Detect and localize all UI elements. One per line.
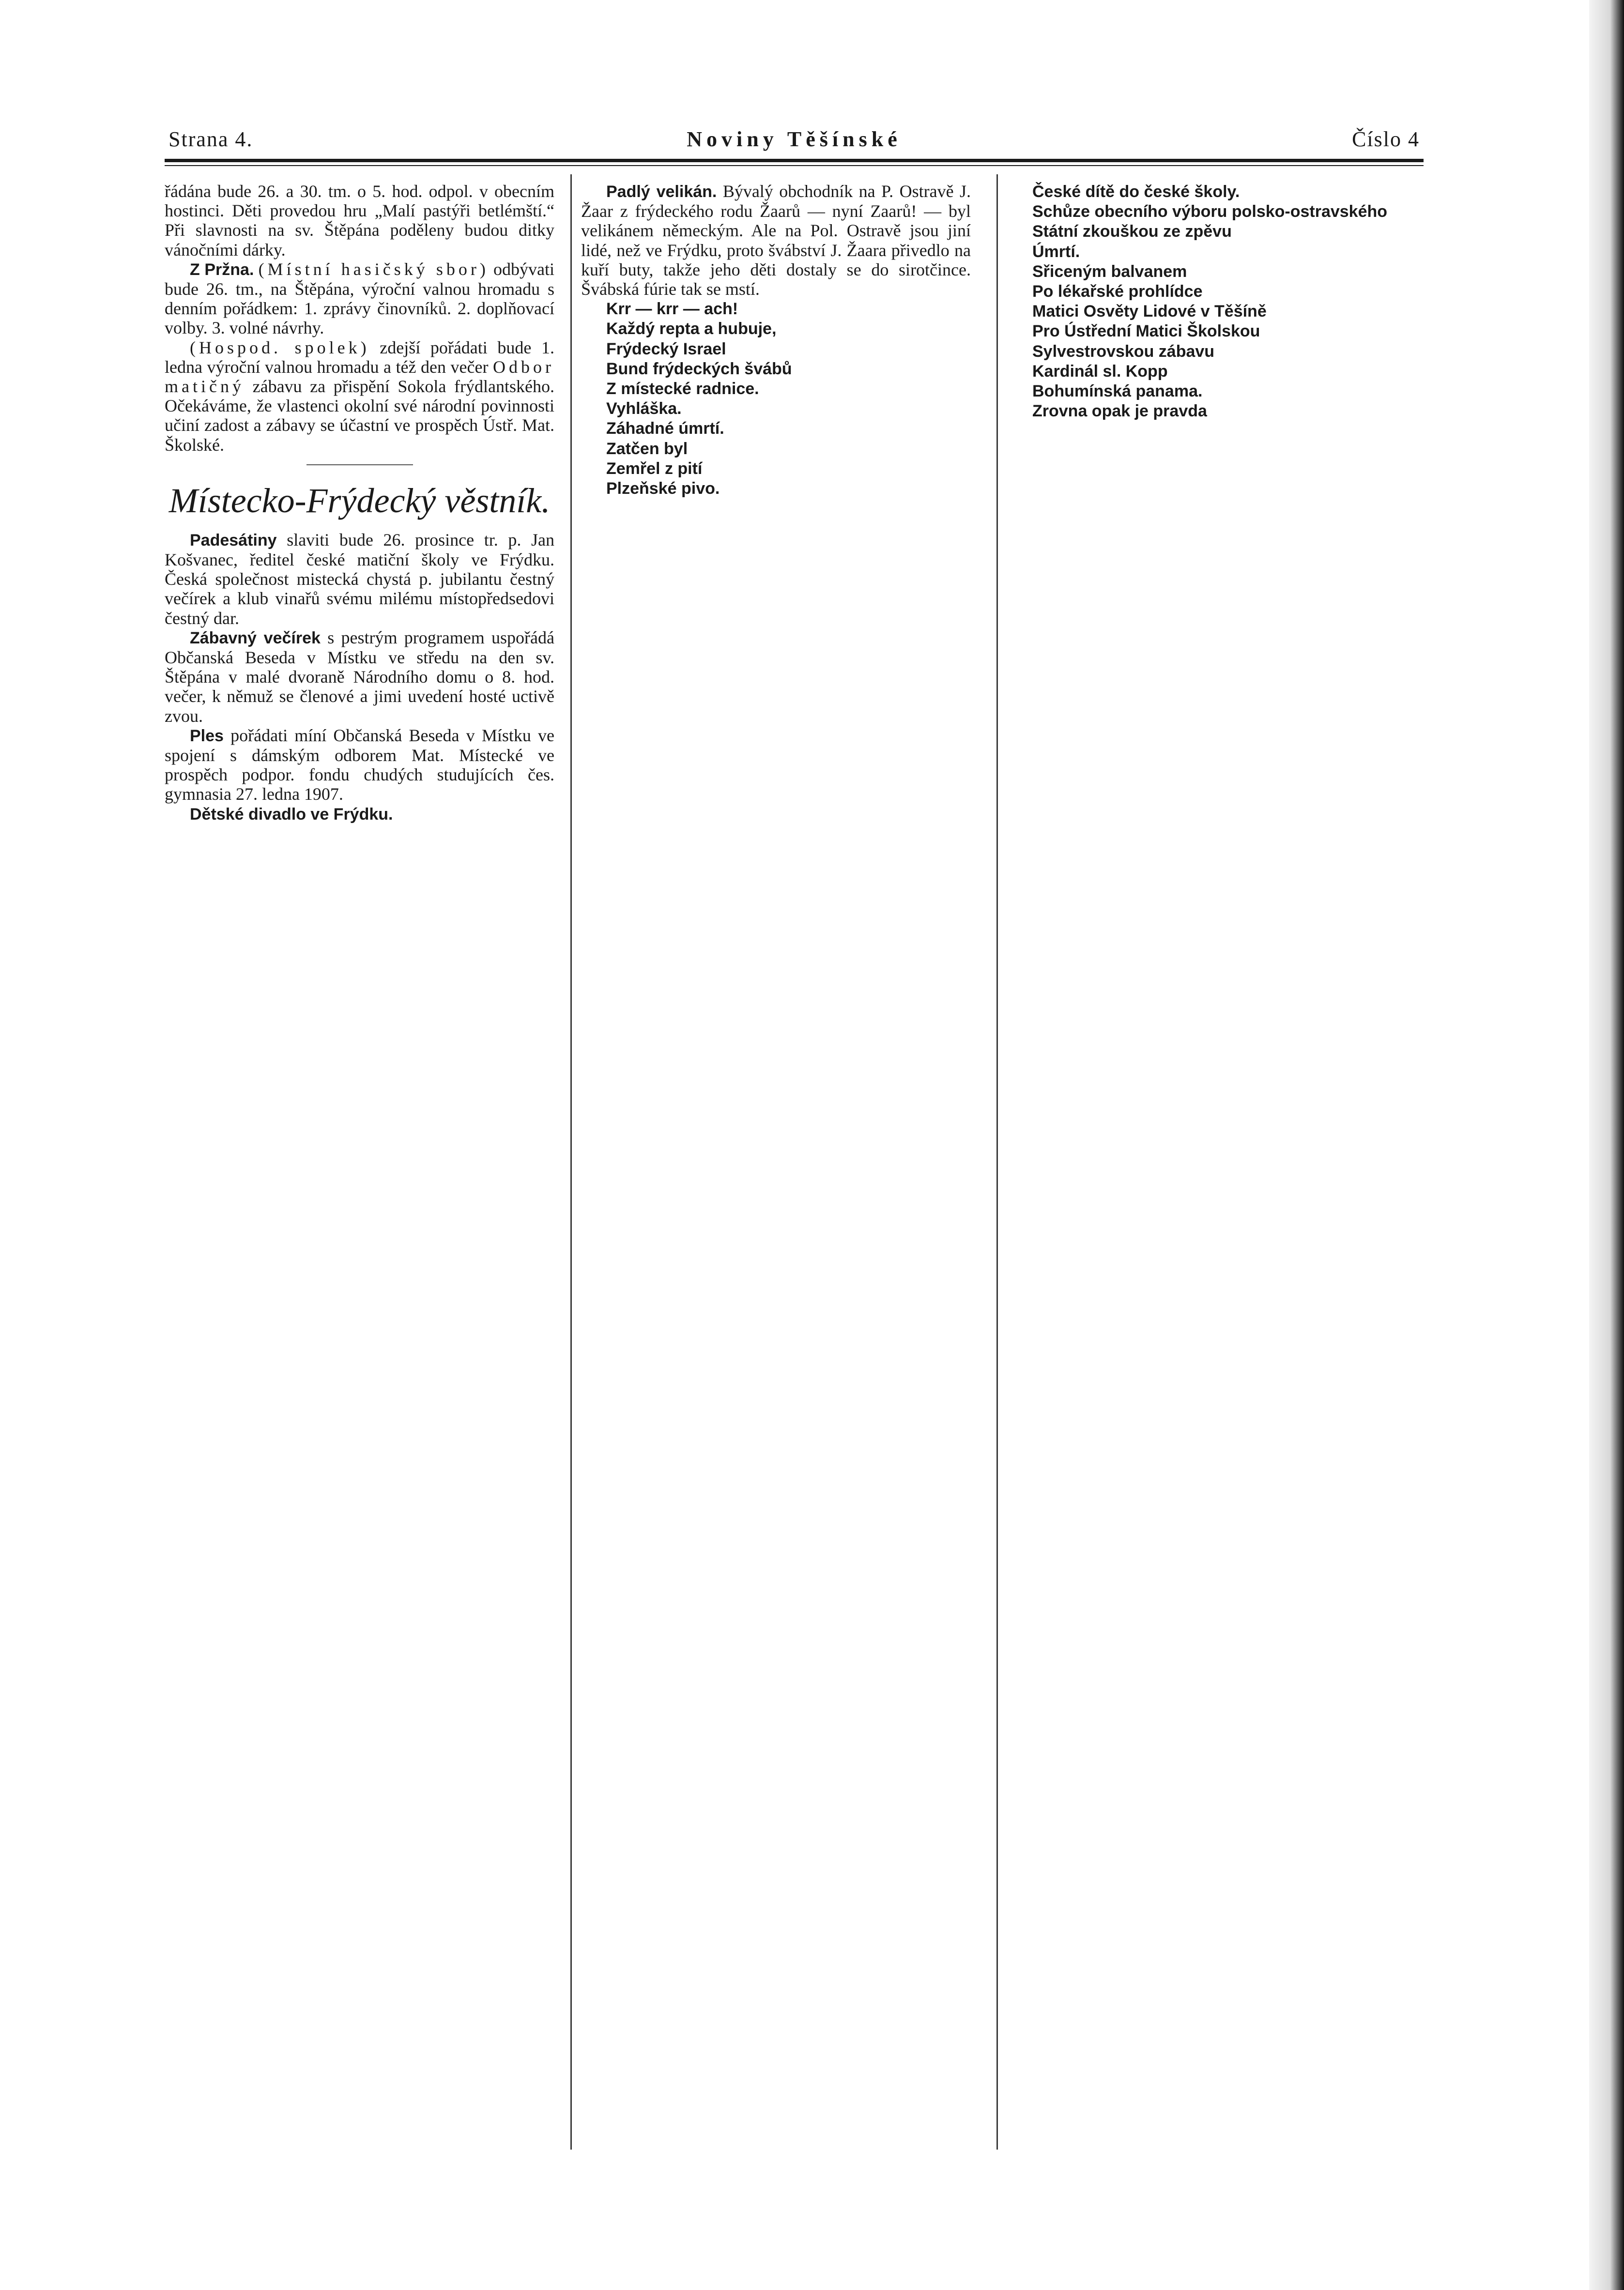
article-paragraph: Dětské divadlo ve Frýdku. [190,805,393,824]
issue-number: Číslo 4 [1352,127,1420,151]
article-paragraph: Pro Ústřední Matici Školskou [1032,322,1260,341]
column-divider [570,174,572,2150]
article-paragraph: Bund frýdeckých švábů [606,359,792,378]
article-paragraph: Bohumínská panama. [1032,382,1203,401]
article-paragraph: Každý repta a hubuje, [606,320,777,338]
header-rule [165,159,1424,162]
column-divider [996,174,998,2150]
page-header [165,127,1424,156]
page-number: Strana 4. [169,127,253,151]
article-paragraph: Zrovna opak je pravda [1032,402,1207,421]
article-paragraph: řádána bude 26. a 30. tm. o 5. hod. odpol. v obecním hostinci. Děti provedou hru „Malí pastýři betlémští.“ Při slavnosti na sv. Štěpána poděleny budou ditky vánočními dárky. [165,182,554,260]
article-paragraph: Sřiceným balvanem [1032,262,1187,281]
article-paragraph: Vyhláška. [606,399,682,418]
article-column-1 [165,182,554,2157]
scan-page-edge [1589,0,1624,2290]
article-paragraph: Padesátiny slaviti bude 26. prosince tr. p. Jan Košvanec, ředitel české matiční školy ve Frýdku. Česká společnost mistecká chystá p. jubilantu čestný večírek a klub vinařů svému milému místopředsedovi čestný dar. [165,530,554,628]
article-paragraph: Padlý velikán. Bývalý obchodník na P. Ostravě J. Žaar z frýdeckého rodu Žaarů — nyní Zaarů! — byl velikánem německým. Ale na Pol. Ostravě jsou jiní lidé, než ve Frýdku, proto švábství J. Žaara přivedlo na kuří buty, takže jeho děti dostaly se do sirotčince. Švábská fúrie tak se mstí. [581,182,971,299]
article-paragraph: Krr — krr — ach! [606,300,738,319]
header-rule-thin [165,165,1424,166]
article-paragraph: Sylvestrovskou zábavu [1032,342,1215,361]
article-paragraph: Frýdecký Israel [606,339,726,358]
article-paragraph: Schůze obecního výboru polsko-ostravského [1032,202,1388,221]
article-paragraph: Záhadné úmrtí. [606,419,724,438]
article-paragraph: Po lékařské prohlídce [1032,282,1203,301]
article-column-3 [1007,182,1397,2157]
article-paragraph: Zatčen byl [606,439,688,458]
article-paragraph: Matici Osvěty Lidové v Těšíně [1032,302,1267,321]
article-paragraph: Kardinál sl. Kopp [1032,362,1168,381]
article-paragraph: Státní zkouškou ze zpěvu [1032,222,1232,241]
article-paragraph: České dítě do české školy. [1032,183,1240,201]
article-paragraph: Z Pržna. (Místní hasičský sbor) odbývati bude 26. tm., na Štěpána, výroční valnou hromadu s denním pořádkem: 1. zprávy činovníků. 2. doplňovací volby. 3. volné návrhy. [165,259,554,338]
article-paragraph: Zábavný večírek s pestrým programem uspořádá Občanská Beseda v Místku ve středu na den sv. Štěpána v malé dvoraně Národního domu o 8. hod. večer, k němuž se členové a jimi uvedení hosté uctivě zvou. [165,627,554,726]
article-paragraph: Ples pořádati míní Občanská Beseda v Místku ve spojení s dámským odborem Mat. Místecké ve prospěch podpor. fondu chudých studujících čes. gymnasia 27. ledna 1907. [165,725,554,804]
article-paragraph: Z místecké radnice. [606,380,759,398]
article-column-2 [581,182,971,2157]
article-paragraph: Plzeňské pivo. [606,479,720,498]
newspaper-title: Noviny Těšínské [687,127,902,151]
section-divider [306,464,413,465]
section-heading: Místecko-Frýdecký věstník. [169,481,551,520]
article-paragraph: Zemřel z pití [606,459,703,478]
article-paragraph: Úmrtí. [1032,242,1080,261]
article-paragraph: (Hospod. spolek) zdejší pořádati bude 1. ledna výroční valnou hromadu a též den večer Odbor matičný zábavu za přispění Sokola frýdlantského. Očekáváme, že vlastenci okolní své národní povinnosti učiní zadost a zábavy se účastní ve prospěch Ústř. Mat. Školské. [165,337,554,455]
